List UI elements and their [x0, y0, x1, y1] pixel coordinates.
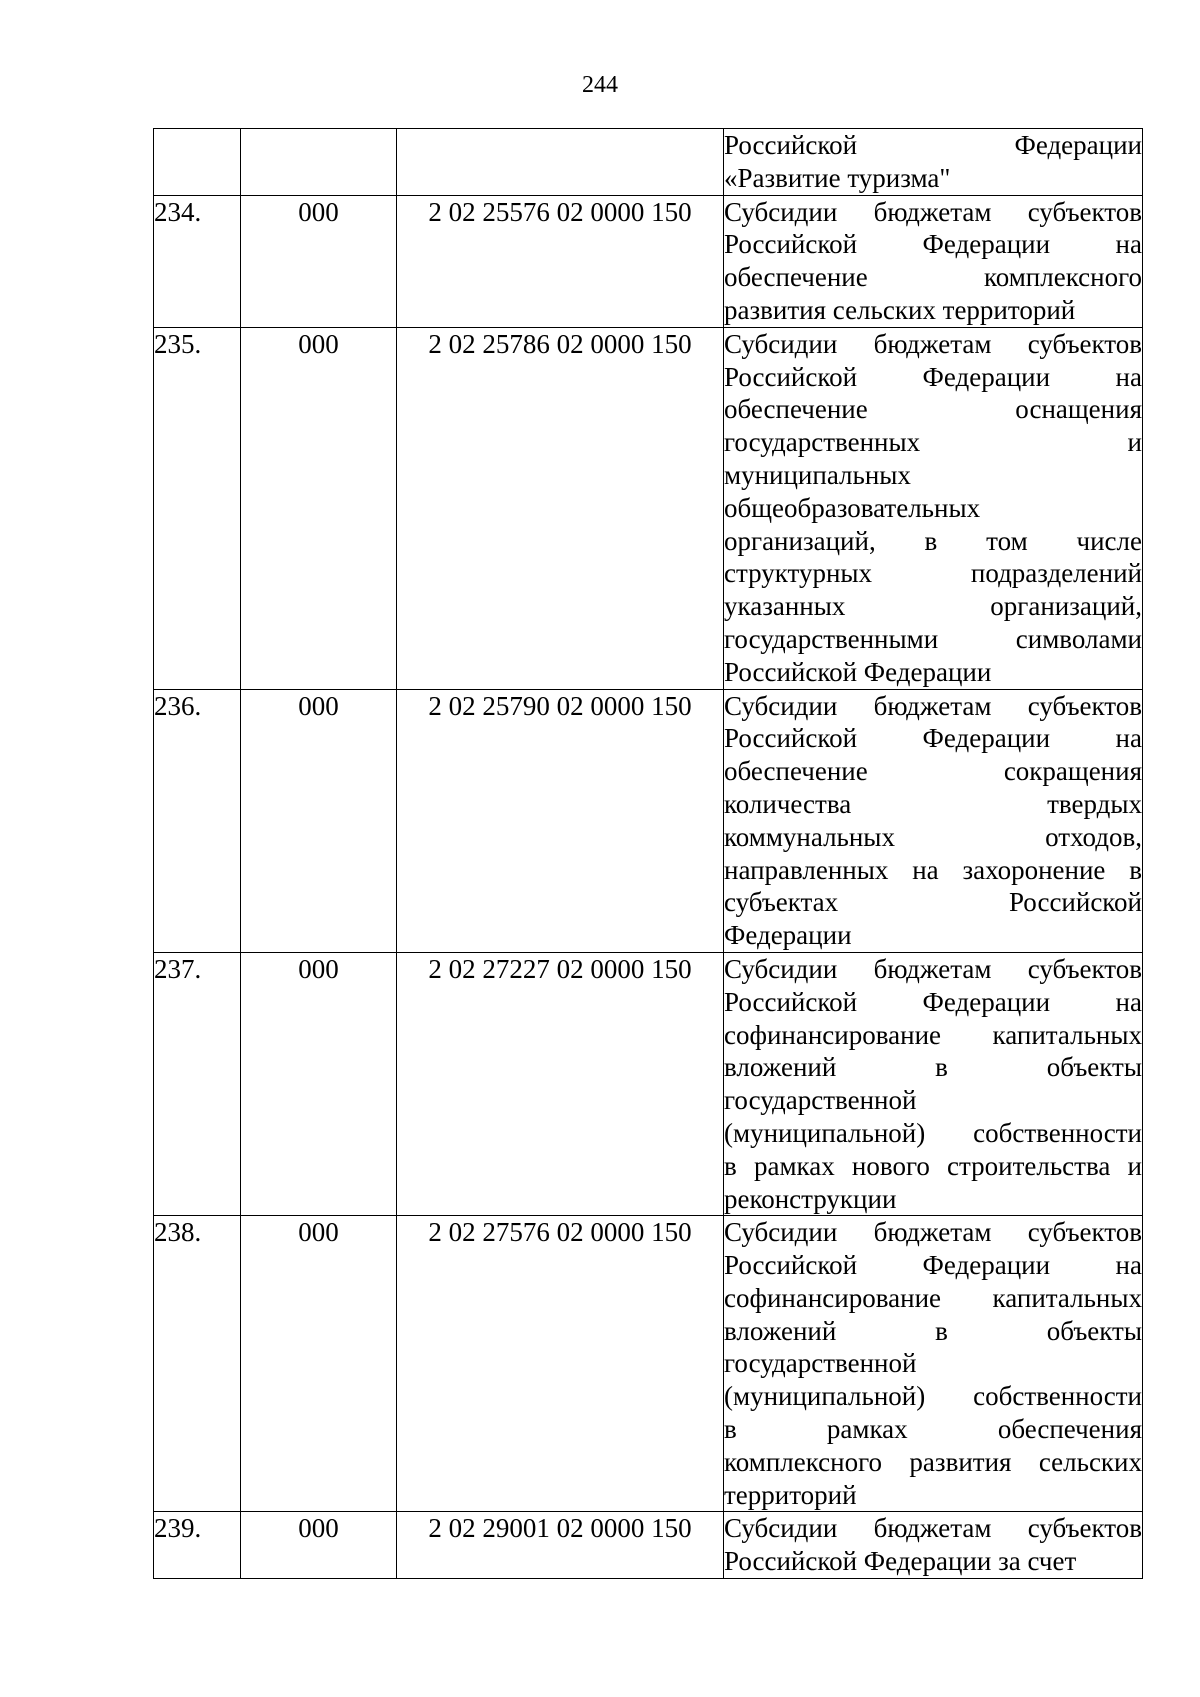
- table-row: [154, 689, 1143, 952]
- description-line: количества твердых: [724, 788, 1142, 819]
- description-line: государственной: [724, 1085, 917, 1116]
- table-row: [154, 129, 1143, 196]
- income-description: [724, 195, 1143, 327]
- description-line: Российской Федерации на: [724, 1250, 1142, 1281]
- description-line: указанных организаций,: [724, 591, 1142, 622]
- description-line: «Развитие туризма": [724, 162, 951, 193]
- description-line: муниципальных: [724, 459, 911, 490]
- income-description: [724, 952, 1143, 1215]
- description-line: обеспечение оснащения: [724, 394, 1142, 425]
- income-description: [724, 129, 1143, 196]
- description-line: обеспечение комплексного: [724, 262, 1142, 293]
- admin-code: 000: [241, 195, 397, 327]
- description-line: Российской Федерации на: [724, 229, 1142, 260]
- description-line: субъектах Российской: [724, 887, 1142, 918]
- description-line: государственных и: [724, 427, 1142, 458]
- row-number: 236.: [154, 689, 241, 952]
- description-line: территорий: [724, 1479, 857, 1510]
- description-line: вложений в объекты: [724, 1315, 1142, 1346]
- description-line: направленных на захоронение в: [724, 854, 1142, 885]
- description-line: Российской Федерации на: [724, 361, 1142, 392]
- table-row: [154, 195, 1143, 327]
- description-line: софинансирование капитальных: [724, 1019, 1142, 1050]
- description-line: Российской Федерации на: [724, 986, 1142, 1017]
- income-description: [724, 689, 1143, 952]
- budget-classification-code: [397, 129, 724, 196]
- income-description: [724, 1512, 1143, 1579]
- table-row: [154, 1216, 1143, 1512]
- admin-code: 000: [241, 1512, 397, 1579]
- description-line: вложений в объекты: [724, 1052, 1142, 1083]
- table-row: [154, 327, 1143, 689]
- budget-classification-code: 2 02 25786 02 0000 150: [397, 327, 724, 689]
- description-line: реконструкции: [724, 1183, 897, 1214]
- description-line: комплексного развития сельских: [724, 1446, 1142, 1477]
- description-line: Субсидии бюджетам субъектов: [724, 1217, 1142, 1248]
- description-line: обеспечение сокращения: [724, 756, 1142, 787]
- budget-codes-table: [153, 128, 1143, 1579]
- description-line: (муниципальной) собственности: [724, 1381, 1142, 1412]
- budget-classification-code: 2 02 27576 02 0000 150: [397, 1216, 724, 1512]
- description-line: Субсидии бюджетам субъектов: [724, 690, 1142, 721]
- description-line: Российской Федерации: [724, 130, 1142, 160]
- description-line: структурных подразделений: [724, 558, 1142, 589]
- row-number: 238.: [154, 1216, 241, 1512]
- admin-code: 000: [241, 952, 397, 1215]
- description-line: Российской Федерации за счет: [724, 1546, 1077, 1577]
- row-number: 235.: [154, 327, 241, 689]
- description-line: Субсидии бюджетам субъектов: [724, 953, 1142, 984]
- description-line: государственными символами: [724, 623, 1142, 654]
- description-line: Федерации: [724, 920, 852, 951]
- description-line: софинансирование капитальных: [724, 1282, 1142, 1313]
- row-number: 237.: [154, 952, 241, 1215]
- description-line: организаций, в том числе: [724, 525, 1142, 556]
- page-number: 244: [582, 72, 618, 98]
- description-line: Российской Федерации на: [724, 723, 1142, 754]
- row-number: 234.: [154, 195, 241, 327]
- admin-code: [241, 129, 397, 196]
- description-line: Субсидии бюджетам субъектов: [724, 328, 1142, 359]
- admin-code: 000: [241, 689, 397, 952]
- description-line: общеобразовательных: [724, 492, 981, 523]
- description-line: (муниципальной) собственности: [724, 1117, 1142, 1148]
- description-line: Российской Федерации: [724, 656, 992, 687]
- budget-classification-code: 2 02 27227 02 0000 150: [397, 952, 724, 1215]
- budget-classification-code: 2 02 25576 02 0000 150: [397, 195, 724, 327]
- budget-classification-code: 2 02 25790 02 0000 150: [397, 689, 724, 952]
- budget-classification-code: 2 02 29001 02 0000 150: [397, 1512, 724, 1579]
- table-row: [154, 1512, 1143, 1579]
- description-line: развития сельских территорий: [724, 294, 1076, 325]
- income-description: [724, 1216, 1143, 1512]
- row-number: [154, 129, 241, 196]
- table-row: [154, 952, 1143, 1215]
- description-line: Субсидии бюджетам субъектов: [724, 196, 1142, 227]
- income-description: [724, 327, 1143, 689]
- description-line: в рамках нового строительства и: [724, 1150, 1142, 1181]
- row-number: 239.: [154, 1512, 241, 1579]
- table-body: [154, 129, 1143, 1579]
- admin-code: 000: [241, 1216, 397, 1512]
- description-line: государственной: [724, 1348, 917, 1379]
- description-line: в рамках обеспечения: [724, 1414, 1142, 1445]
- admin-code: 000: [241, 327, 397, 689]
- description-line: коммунальных отходов,: [724, 821, 1142, 852]
- description-line: Субсидии бюджетам субъектов: [724, 1513, 1142, 1544]
